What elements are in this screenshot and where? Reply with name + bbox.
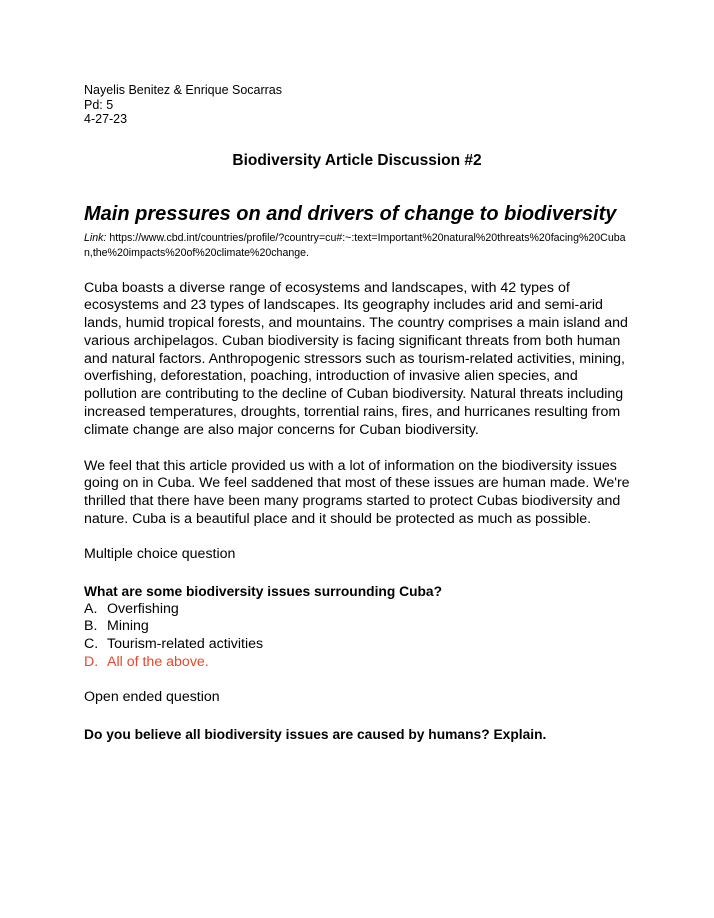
choice-d-correct xyxy=(84,654,630,672)
choice-text: Overfishing xyxy=(107,600,179,617)
choice-a xyxy=(84,601,630,619)
choice-c xyxy=(84,636,630,654)
choice-letter: D. xyxy=(84,654,99,671)
choice-text: Tourism-related activities xyxy=(107,636,264,653)
document-title: Biodiversity Article Discussion #2 xyxy=(232,151,482,169)
date: 4-27-23 xyxy=(84,112,128,126)
choice-letter: C. xyxy=(84,636,99,653)
article-link xyxy=(84,231,630,261)
link-url[interactable]: https://www.cbd.int/countries/profile/?country=cu#:~:text=Important%20natural%20threats%20facing%20Cuban,the%20impacts%20of%20climate%20change. xyxy=(84,231,626,259)
link-label: Link: xyxy=(84,231,107,244)
multiple-choice-label: Multiple choice question xyxy=(84,545,236,562)
open-ended-label: Open ended question xyxy=(84,688,220,705)
period: Pd: 5 xyxy=(84,97,114,112)
document-header xyxy=(84,83,630,127)
choice-letter: A. xyxy=(84,600,98,617)
authors: Nayelis Benitez & Enrique Socarras xyxy=(84,83,283,97)
reflection-paragraph: We feel that this article provided us with a lot of information on the biodiversity issues going on in Cuba. We feel saddened that most of these issues are human made. We're thrilled that there have been many programs started to protect Cubas biodiversity and nature. Cuba is a beautiful place and it should be protected as much as possible. xyxy=(84,457,630,528)
choice-text: Mining xyxy=(107,618,149,635)
article-title: Main pressures on and drivers of change to biodiversity xyxy=(84,202,617,225)
choice-text: All of the above. xyxy=(107,654,209,671)
summary-paragraph: Cuba boasts a diverse range of ecosystems and landscapes, with 42 types of ecosystems and 23 types of landscapes. Its geography includes arid and semi-arid lands, humid tropical forests, and mountains. The country comprises a main island and various archipelagos. Cuban biodiversity is facing significant threats from both human and natural factors. Anthropogenic stressors such as tourism-related activities, mining, overfishing, deforestation, poaching, introduction of invasive alien species, and pollution are contributing to the decline of Cuban biodiversity. Natural threats including increased temperatures, droughts, torrential rains, fires, and hurricanes resulting from climate change are also major concerns for Cuban biodiversity. xyxy=(84,279,628,438)
multiple-choice-question: What are some biodiversity issues surrounding Cuba? xyxy=(84,583,443,599)
open-ended-question: Do you believe all biodiversity issues are caused by humans? Explain. xyxy=(84,726,547,742)
choice-b xyxy=(84,618,630,636)
choice-letter: B. xyxy=(84,618,98,635)
answer-choices xyxy=(84,601,630,672)
